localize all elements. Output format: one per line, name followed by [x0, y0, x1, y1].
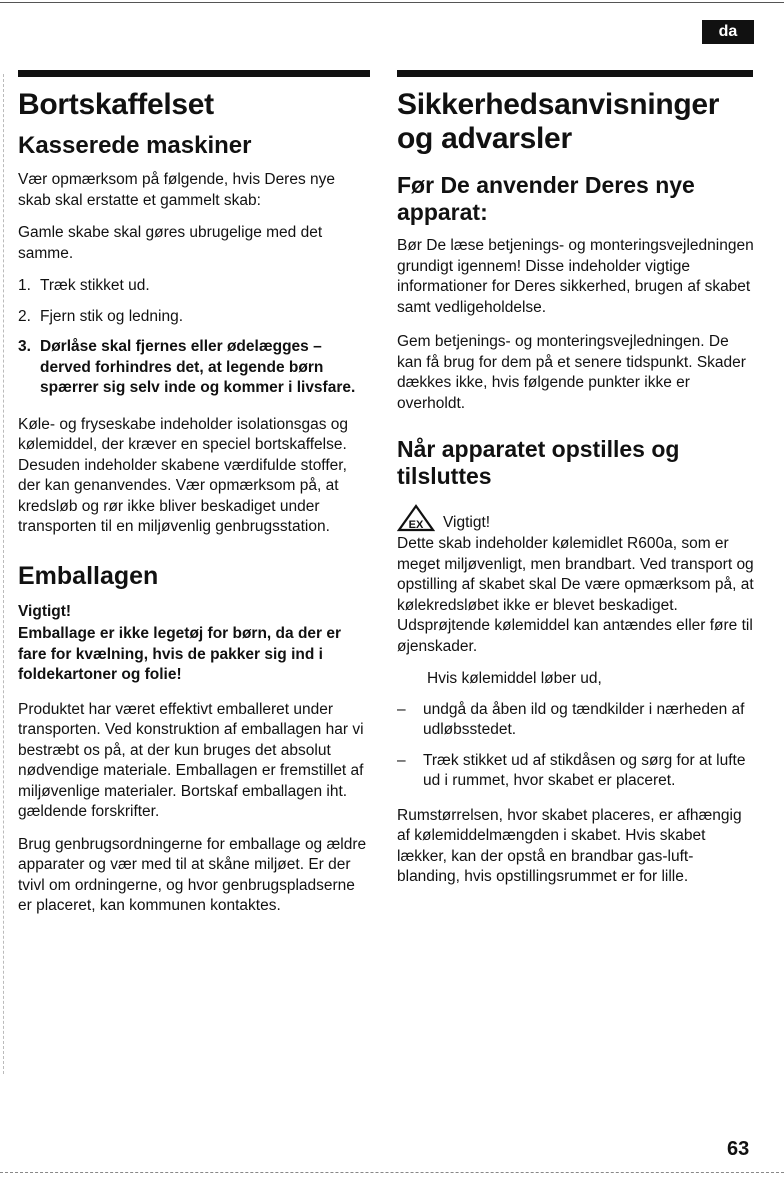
important-text: Emballage er ikke legetøj for børn, da der er fare for kvælning, hvis de pakker sig ind i foldekartoner og folie!	[18, 625, 342, 683]
step-text: Træk stikket ud.	[40, 277, 150, 294]
page-number: 63	[727, 1138, 750, 1160]
margin-rule	[3, 74, 4, 1074]
list-item	[18, 276, 370, 297]
insulation-text: Køle- og fryseskabe indeholder isolationsgas og kølemiddel, der kræver en speciel bortskaffelse. Desuden indeholder skabene værdifulde stoffer, der kan genanvendes. Vær opmærksom på, at kredsløb og rør ikke bliver beskadiget under transporten til en miljøvenlig genbrugsstation.	[18, 415, 348, 535]
step-number: 2.	[18, 307, 31, 325]
list-item	[18, 307, 370, 328]
heading-installation: Når apparatet opstilles og tilsluttes	[397, 436, 680, 489]
list-item	[397, 700, 755, 741]
language-badge: da	[702, 20, 754, 44]
page-title-disposal: Bortskaffelset	[18, 88, 214, 121]
step-number: 3.	[18, 338, 31, 355]
list-item	[397, 751, 755, 792]
section-bar	[18, 70, 370, 77]
svg-text:EX: EX	[408, 519, 424, 531]
warning-label: Vigtigt!	[443, 514, 491, 531]
packaging-text: Produktet har været effektivt emballeret under transporten. Ved konstruktion af emballagen har vi bestræbt os på, at der kun bruges det absolut nødvendige materiale. Emballagen er fremstillet af miljøvenlige materialer. Bortskaf emballagen iht. gældende forskrifter.	[18, 700, 364, 820]
step-number: 1.	[18, 277, 31, 294]
list-item	[18, 337, 370, 399]
dash-bullet: –	[397, 700, 406, 718]
important-label: Vigtigt!	[18, 602, 72, 620]
read-instructions-text: Bør De læse betjenings- og monteringsvejledningen grundigt igennem! Disse indeholder vigtige informationer for Deres sikkerhed, brugen af skabet samt vedligeholdelse.	[397, 237, 754, 316]
room-size-text: Rumstørrelsen, hvor skabet placeres, er afhængig af kølemiddelmængden i skabet. Hvis skabet lækker, kan der opstå en brandbar gas-luft-blanding, hvis opstillingsrummet er for lille.	[397, 806, 742, 885]
old-units-text: Gamle skabe skal gøres ubrugelige med det samme.	[18, 224, 323, 262]
warning-triangle-icon	[397, 504, 435, 532]
intro-text: Vær opmærksom på følgende, hvis Deres nye skab skal erstatte et gammelt skab:	[18, 171, 336, 209]
top-rule	[0, 2, 784, 3]
leak-step-text: Træk stikket ud af stikdåsen og sørg for at lufte ud i rummet, hvor skabet er placeret.	[423, 751, 746, 789]
leak-steps	[397, 700, 755, 792]
disposal-steps	[18, 276, 370, 399]
step-text: Fjern stik og ledning.	[40, 307, 184, 325]
page-title-safety: Sikkerhedsanvisninger og advarsler	[397, 88, 720, 155]
refrigerant-text: Dette skab indeholder kølemidlet R600a, som er meget miljøvenligt, men brandbart. Ved transport og opstilling af skabet skal De være opmærksom på, at kølekredsløbet ikke er blevet beskadiget. Udsprøjtende kølemiddel kan antændes eller føre til øjenskader.	[397, 535, 754, 655]
recycling-text: Brug genbrugsordningerne for emballage og ældre apparater og vær med til at skåne miljøet. Er der tvivl om ordningerne, og hvor genbrugspladserne er placeret, kan kommunen kontaktes.	[18, 835, 367, 914]
leak-step-text: undgå da åben ild og tændkilder i nærheden af udløbsstedet.	[423, 700, 745, 738]
dash-bullet: –	[397, 751, 406, 769]
warning-row	[397, 504, 755, 532]
leak-intro: Hvis kølemiddel løber ud,	[427, 670, 602, 687]
heading-discarded-units: Kasserede maskiner	[18, 132, 252, 159]
bottom-rule	[0, 1172, 784, 1173]
heading-before-use: Før De anvender Deres nye apparat:	[397, 172, 695, 225]
step-text: Dørlåse skal fjernes eller ødelægges – derved forhindres det, at legende børn spærrer sig selv inde og kommer i livsfare.	[40, 338, 356, 396]
keep-instructions-text: Gem betjenings- og monteringsvejledningen. De kan få brug for dem på et senere tidspunkt. Skader dækkes ikke, hvis følgende punkter ikke er overholdt.	[397, 333, 746, 412]
heading-packaging: Emballagen	[18, 561, 159, 590]
section-bar	[397, 70, 753, 77]
